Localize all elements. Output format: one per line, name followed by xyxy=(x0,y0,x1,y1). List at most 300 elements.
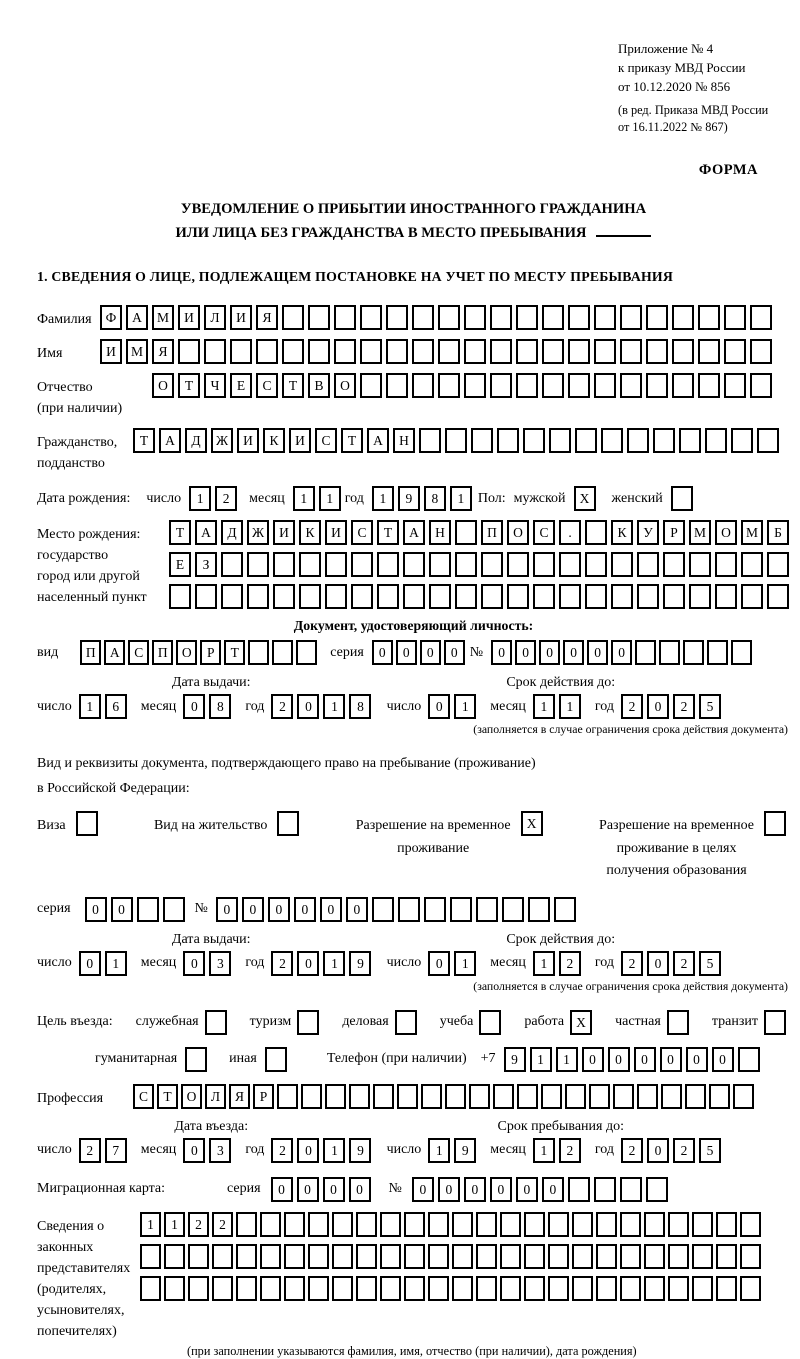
char-cell[interactable] xyxy=(585,584,607,609)
char-cell[interactable]: 2 xyxy=(271,694,293,719)
char-cell[interactable]: 8 xyxy=(209,694,231,719)
char-cell[interactable] xyxy=(689,552,711,577)
char-cell[interactable] xyxy=(380,1276,401,1301)
char-cell[interactable]: К xyxy=(299,520,321,545)
char-cell[interactable] xyxy=(490,305,512,330)
char-cell[interactable]: 0 xyxy=(464,1177,486,1202)
char-cell[interactable] xyxy=(659,640,680,665)
char-cell[interactable] xyxy=(741,552,763,577)
char-cell[interactable] xyxy=(637,1084,658,1109)
visa-checkbox[interactable] xyxy=(76,811,98,836)
char-cell[interactable] xyxy=(464,305,486,330)
char-cell[interactable] xyxy=(230,339,252,364)
sex-male-checkbox[interactable]: X xyxy=(574,486,596,511)
char-cell[interactable]: А xyxy=(403,520,425,545)
char-cell[interactable] xyxy=(452,1276,473,1301)
char-cell[interactable] xyxy=(412,305,434,330)
char-cell[interactable]: Н xyxy=(393,428,415,453)
char-cell[interactable]: Е xyxy=(169,552,191,577)
char-cell[interactable] xyxy=(683,640,704,665)
char-cell[interactable] xyxy=(403,552,425,577)
char-cell[interactable]: 0 xyxy=(320,897,342,922)
char-cell[interactable]: 2 xyxy=(673,951,695,976)
char-cell[interactable]: 0 xyxy=(542,1177,564,1202)
char-cell[interactable] xyxy=(568,373,590,398)
char-cell[interactable]: П xyxy=(80,640,101,665)
char-cell[interactable] xyxy=(568,1177,590,1202)
char-cell[interactable]: 1 xyxy=(454,694,476,719)
char-cell[interactable]: И xyxy=(289,428,311,453)
char-cell[interactable]: 0 xyxy=(660,1047,682,1072)
char-cell[interactable]: 0 xyxy=(242,897,264,922)
char-cell[interactable] xyxy=(247,584,269,609)
char-cell[interactable] xyxy=(419,428,441,453)
char-cell[interactable] xyxy=(741,584,763,609)
char-cell[interactable] xyxy=(572,1212,593,1237)
char-cell[interactable] xyxy=(397,1084,418,1109)
char-cell[interactable]: К xyxy=(263,428,285,453)
char-cell[interactable] xyxy=(507,584,529,609)
char-cell[interactable]: 0 xyxy=(712,1047,734,1072)
char-cell[interactable] xyxy=(164,1276,185,1301)
char-cell[interactable]: И xyxy=(273,520,295,545)
char-cell[interactable]: 0 xyxy=(634,1047,656,1072)
char-cell[interactable] xyxy=(236,1276,257,1301)
char-cell[interactable] xyxy=(332,1244,353,1269)
char-cell[interactable] xyxy=(698,305,720,330)
char-cell[interactable]: 1 xyxy=(140,1212,161,1237)
char-cell[interactable] xyxy=(334,339,356,364)
char-cell[interactable]: 0 xyxy=(297,1138,319,1163)
char-cell[interactable] xyxy=(542,339,564,364)
char-cell[interactable]: 1 xyxy=(164,1212,185,1237)
char-cell[interactable] xyxy=(507,552,529,577)
char-cell[interactable] xyxy=(502,897,524,922)
char-cell[interactable] xyxy=(308,1244,329,1269)
char-cell[interactable] xyxy=(273,552,295,577)
char-cell[interactable]: О xyxy=(715,520,737,545)
char-cell[interactable] xyxy=(541,1084,562,1109)
char-cell[interactable]: В xyxy=(308,373,330,398)
char-cell[interactable] xyxy=(308,305,330,330)
char-cell[interactable] xyxy=(260,1276,281,1301)
char-cell[interactable] xyxy=(438,339,460,364)
char-cell[interactable]: 0 xyxy=(294,897,316,922)
char-cell[interactable] xyxy=(528,897,550,922)
char-cell[interactable] xyxy=(356,1212,377,1237)
char-cell[interactable]: 0 xyxy=(183,951,205,976)
char-cell[interactable] xyxy=(594,373,616,398)
char-cell[interactable]: 2 xyxy=(79,1138,101,1163)
char-cell[interactable]: 1 xyxy=(530,1047,552,1072)
char-cell[interactable] xyxy=(429,552,451,577)
char-cell[interactable]: 9 xyxy=(454,1138,476,1163)
char-cell[interactable] xyxy=(299,584,321,609)
char-cell[interactable] xyxy=(692,1244,713,1269)
purpose-other-checkbox[interactable] xyxy=(265,1047,287,1072)
char-cell[interactable] xyxy=(620,1244,641,1269)
char-cell[interactable] xyxy=(685,1084,706,1109)
char-cell[interactable] xyxy=(689,584,711,609)
char-cell[interactable]: П xyxy=(152,640,173,665)
char-cell[interactable]: 2 xyxy=(559,1138,581,1163)
char-cell[interactable]: 1 xyxy=(323,694,345,719)
char-cell[interactable]: Я xyxy=(256,305,278,330)
char-cell[interactable]: Ф xyxy=(100,305,122,330)
char-cell[interactable] xyxy=(445,1084,466,1109)
char-cell[interactable] xyxy=(533,584,555,609)
char-cell[interactable]: 8 xyxy=(424,486,446,511)
char-cell[interactable] xyxy=(738,1047,760,1072)
char-cell[interactable]: 0 xyxy=(587,640,608,665)
char-cell[interactable]: Т xyxy=(224,640,245,665)
char-cell[interactable] xyxy=(212,1276,233,1301)
char-cell[interactable]: А xyxy=(159,428,181,453)
char-cell[interactable]: А xyxy=(104,640,125,665)
char-cell[interactable] xyxy=(644,1212,665,1237)
char-cell[interactable]: 0 xyxy=(297,694,319,719)
char-cell[interactable]: 0 xyxy=(346,897,368,922)
sex-female-checkbox[interactable] xyxy=(671,486,693,511)
char-cell[interactable] xyxy=(398,897,420,922)
char-cell[interactable]: 8 xyxy=(349,694,371,719)
char-cell[interactable] xyxy=(332,1212,353,1237)
char-cell[interactable] xyxy=(377,552,399,577)
char-cell[interactable] xyxy=(464,339,486,364)
char-cell[interactable] xyxy=(637,584,659,609)
char-cell[interactable] xyxy=(260,1244,281,1269)
char-cell[interactable]: Т xyxy=(157,1084,178,1109)
char-cell[interactable] xyxy=(476,1276,497,1301)
char-cell[interactable]: 2 xyxy=(559,951,581,976)
char-cell[interactable] xyxy=(332,1276,353,1301)
char-cell[interactable] xyxy=(644,1276,665,1301)
char-cell[interactable]: 0 xyxy=(428,694,450,719)
char-cell[interactable] xyxy=(517,1084,538,1109)
char-cell[interactable] xyxy=(412,339,434,364)
char-cell[interactable]: О xyxy=(507,520,529,545)
temp-permit-checkbox[interactable]: X xyxy=(521,811,543,836)
char-cell[interactable] xyxy=(767,584,789,609)
char-cell[interactable]: 0 xyxy=(515,640,536,665)
char-cell[interactable] xyxy=(469,1084,490,1109)
char-cell[interactable]: Н xyxy=(429,520,451,545)
char-cell[interactable] xyxy=(572,1244,593,1269)
char-cell[interactable] xyxy=(705,428,727,453)
char-cell[interactable] xyxy=(568,339,590,364)
char-cell[interactable]: О xyxy=(181,1084,202,1109)
char-cell[interactable]: С xyxy=(351,520,373,545)
char-cell[interactable]: Я xyxy=(152,339,174,364)
char-cell[interactable]: 0 xyxy=(438,1177,460,1202)
char-cell[interactable]: А xyxy=(126,305,148,330)
char-cell[interactable] xyxy=(452,1244,473,1269)
char-cell[interactable]: 1 xyxy=(556,1047,578,1072)
char-cell[interactable]: 0 xyxy=(539,640,560,665)
char-cell[interactable]: Т xyxy=(169,520,191,545)
char-cell[interactable] xyxy=(731,640,752,665)
char-cell[interactable]: М xyxy=(689,520,711,545)
purpose-transit-checkbox[interactable] xyxy=(764,1010,786,1035)
char-cell[interactable]: 2 xyxy=(271,1138,293,1163)
char-cell[interactable]: 0 xyxy=(297,1177,319,1202)
char-cell[interactable] xyxy=(204,339,226,364)
char-cell[interactable]: С xyxy=(133,1084,154,1109)
char-cell[interactable] xyxy=(635,640,656,665)
char-cell[interactable] xyxy=(596,1212,617,1237)
char-cell[interactable] xyxy=(284,1212,305,1237)
char-cell[interactable] xyxy=(334,305,356,330)
char-cell[interactable]: 0 xyxy=(85,897,107,922)
char-cell[interactable] xyxy=(497,428,519,453)
char-cell[interactable] xyxy=(273,584,295,609)
char-cell[interactable]: 0 xyxy=(428,951,450,976)
char-cell[interactable] xyxy=(611,552,633,577)
char-cell[interactable] xyxy=(548,1244,569,1269)
char-cell[interactable] xyxy=(325,584,347,609)
char-cell[interactable]: Л xyxy=(204,305,226,330)
char-cell[interactable] xyxy=(692,1212,713,1237)
char-cell[interactable] xyxy=(750,305,772,330)
char-cell[interactable] xyxy=(668,1244,689,1269)
char-cell[interactable]: 0 xyxy=(268,897,290,922)
char-cell[interactable]: А xyxy=(195,520,217,545)
char-cell[interactable] xyxy=(601,428,623,453)
char-cell[interactable]: 0 xyxy=(396,640,417,665)
char-cell[interactable]: 0 xyxy=(516,1177,538,1202)
char-cell[interactable] xyxy=(523,428,545,453)
char-cell[interactable]: 0 xyxy=(563,640,584,665)
purpose-study-checkbox[interactable] xyxy=(479,1010,501,1035)
char-cell[interactable]: 2 xyxy=(188,1212,209,1237)
char-cell[interactable] xyxy=(412,373,434,398)
char-cell[interactable] xyxy=(554,897,576,922)
char-cell[interactable] xyxy=(668,1212,689,1237)
char-cell[interactable] xyxy=(349,1084,370,1109)
char-cell[interactable]: Д xyxy=(221,520,243,545)
char-cell[interactable]: 0 xyxy=(686,1047,708,1072)
char-cell[interactable] xyxy=(757,428,779,453)
char-cell[interactable] xyxy=(169,584,191,609)
char-cell[interactable]: 1 xyxy=(559,694,581,719)
char-cell[interactable] xyxy=(445,428,467,453)
char-cell[interactable] xyxy=(559,552,581,577)
char-cell[interactable] xyxy=(653,428,675,453)
char-cell[interactable]: 1 xyxy=(454,951,476,976)
char-cell[interactable]: 0 xyxy=(216,897,238,922)
char-cell[interactable]: Т xyxy=(377,520,399,545)
char-cell[interactable] xyxy=(356,1276,377,1301)
char-cell[interactable]: Б xyxy=(767,520,789,545)
purpose-humanitarian-checkbox[interactable] xyxy=(185,1047,207,1072)
char-cell[interactable] xyxy=(236,1212,257,1237)
char-cell[interactable]: Т xyxy=(282,373,304,398)
char-cell[interactable] xyxy=(668,1276,689,1301)
char-cell[interactable]: . xyxy=(559,520,581,545)
char-cell[interactable] xyxy=(500,1212,521,1237)
char-cell[interactable]: О xyxy=(152,373,174,398)
char-cell[interactable] xyxy=(372,897,394,922)
char-cell[interactable] xyxy=(429,584,451,609)
char-cell[interactable] xyxy=(611,584,633,609)
purpose-business-checkbox[interactable] xyxy=(205,1010,227,1035)
char-cell[interactable]: 9 xyxy=(504,1047,526,1072)
char-cell[interactable]: 0 xyxy=(412,1177,434,1202)
char-cell[interactable]: 6 xyxy=(105,694,127,719)
char-cell[interactable] xyxy=(424,897,446,922)
char-cell[interactable] xyxy=(594,305,616,330)
char-cell[interactable]: 2 xyxy=(271,951,293,976)
char-cell[interactable] xyxy=(733,1084,754,1109)
char-cell[interactable] xyxy=(450,897,472,922)
char-cell[interactable] xyxy=(455,584,477,609)
char-cell[interactable]: Ж xyxy=(211,428,233,453)
char-cell[interactable] xyxy=(351,552,373,577)
char-cell[interactable] xyxy=(428,1212,449,1237)
char-cell[interactable] xyxy=(500,1276,521,1301)
char-cell[interactable] xyxy=(137,897,159,922)
char-cell[interactable] xyxy=(386,339,408,364)
char-cell[interactable] xyxy=(308,1212,329,1237)
char-cell[interactable] xyxy=(476,1212,497,1237)
char-cell[interactable] xyxy=(524,1212,545,1237)
char-cell[interactable] xyxy=(301,1084,322,1109)
char-cell[interactable]: Т xyxy=(133,428,155,453)
char-cell[interactable]: 5 xyxy=(699,694,721,719)
char-cell[interactable]: С xyxy=(128,640,149,665)
char-cell[interactable]: 1 xyxy=(293,486,315,511)
char-cell[interactable] xyxy=(698,373,720,398)
char-cell[interactable] xyxy=(709,1084,730,1109)
char-cell[interactable]: 2 xyxy=(621,951,643,976)
char-cell[interactable] xyxy=(646,1177,668,1202)
char-cell[interactable]: О xyxy=(176,640,197,665)
char-cell[interactable] xyxy=(672,339,694,364)
char-cell[interactable] xyxy=(548,1276,569,1301)
char-cell[interactable] xyxy=(299,552,321,577)
char-cell[interactable] xyxy=(740,1212,761,1237)
char-cell[interactable] xyxy=(428,1276,449,1301)
char-cell[interactable]: 0 xyxy=(372,640,393,665)
char-cell[interactable]: 9 xyxy=(398,486,420,511)
char-cell[interactable] xyxy=(481,552,503,577)
char-cell[interactable] xyxy=(481,584,503,609)
char-cell[interactable]: 1 xyxy=(450,486,472,511)
char-cell[interactable]: Е xyxy=(230,373,252,398)
char-cell[interactable] xyxy=(524,1244,545,1269)
char-cell[interactable]: И xyxy=(325,520,347,545)
char-cell[interactable] xyxy=(572,1276,593,1301)
char-cell[interactable]: Ч xyxy=(204,373,226,398)
char-cell[interactable] xyxy=(565,1084,586,1109)
char-cell[interactable]: 0 xyxy=(183,1138,205,1163)
char-cell[interactable]: К xyxy=(611,520,633,545)
char-cell[interactable] xyxy=(559,584,581,609)
char-cell[interactable]: 0 xyxy=(647,1138,669,1163)
char-cell[interactable] xyxy=(724,373,746,398)
char-cell[interactable]: Т xyxy=(341,428,363,453)
char-cell[interactable] xyxy=(493,1084,514,1109)
char-cell[interactable] xyxy=(568,305,590,330)
char-cell[interactable] xyxy=(476,1244,497,1269)
char-cell[interactable]: 1 xyxy=(79,694,101,719)
char-cell[interactable] xyxy=(212,1244,233,1269)
char-cell[interactable]: 1 xyxy=(533,1138,555,1163)
char-cell[interactable]: 5 xyxy=(699,951,721,976)
char-cell[interactable] xyxy=(663,584,685,609)
char-cell[interactable] xyxy=(740,1244,761,1269)
char-cell[interactable]: Ж xyxy=(247,520,269,545)
char-cell[interactable]: М xyxy=(126,339,148,364)
char-cell[interactable] xyxy=(455,520,477,545)
char-cell[interactable] xyxy=(594,1177,616,1202)
char-cell[interactable] xyxy=(516,373,538,398)
char-cell[interactable] xyxy=(421,1084,442,1109)
char-cell[interactable] xyxy=(188,1244,209,1269)
char-cell[interactable] xyxy=(360,339,382,364)
residence-permit-checkbox[interactable] xyxy=(277,811,299,836)
char-cell[interactable] xyxy=(386,305,408,330)
char-cell[interactable] xyxy=(672,373,694,398)
char-cell[interactable] xyxy=(272,640,293,665)
char-cell[interactable] xyxy=(380,1244,401,1269)
edu-permit-checkbox[interactable] xyxy=(764,811,786,836)
char-cell[interactable]: 1 xyxy=(319,486,341,511)
char-cell[interactable]: С xyxy=(256,373,278,398)
char-cell[interactable] xyxy=(490,373,512,398)
char-cell[interactable] xyxy=(308,1276,329,1301)
char-cell[interactable] xyxy=(716,1276,737,1301)
char-cell[interactable] xyxy=(236,1244,257,1269)
char-cell[interactable]: 2 xyxy=(673,1138,695,1163)
char-cell[interactable] xyxy=(256,339,278,364)
char-cell[interactable]: 0 xyxy=(582,1047,604,1072)
char-cell[interactable]: 0 xyxy=(444,640,465,665)
char-cell[interactable] xyxy=(750,373,772,398)
char-cell[interactable] xyxy=(542,305,564,330)
char-cell[interactable] xyxy=(596,1276,617,1301)
char-cell[interactable]: 3 xyxy=(209,951,231,976)
char-cell[interactable] xyxy=(589,1084,610,1109)
char-cell[interactable] xyxy=(248,640,269,665)
char-cell[interactable]: 0 xyxy=(647,951,669,976)
char-cell[interactable] xyxy=(594,339,616,364)
char-cell[interactable]: 1 xyxy=(105,951,127,976)
purpose-private-checkbox[interactable] xyxy=(667,1010,689,1035)
char-cell[interactable] xyxy=(548,1212,569,1237)
char-cell[interactable] xyxy=(620,1276,641,1301)
char-cell[interactable]: 7 xyxy=(105,1138,127,1163)
char-cell[interactable] xyxy=(380,1212,401,1237)
char-cell[interactable]: 0 xyxy=(608,1047,630,1072)
char-cell[interactable] xyxy=(692,1276,713,1301)
char-cell[interactable] xyxy=(715,584,737,609)
char-cell[interactable] xyxy=(575,428,597,453)
char-cell[interactable] xyxy=(549,428,571,453)
char-cell[interactable]: 0 xyxy=(79,951,101,976)
purpose-commercial-checkbox[interactable] xyxy=(395,1010,417,1035)
char-cell[interactable]: 2 xyxy=(673,694,695,719)
char-cell[interactable]: 0 xyxy=(490,1177,512,1202)
char-cell[interactable] xyxy=(724,339,746,364)
char-cell[interactable] xyxy=(716,1244,737,1269)
char-cell[interactable] xyxy=(247,552,269,577)
char-cell[interactable]: А xyxy=(367,428,389,453)
char-cell[interactable] xyxy=(516,305,538,330)
char-cell[interactable] xyxy=(637,552,659,577)
char-cell[interactable] xyxy=(284,1244,305,1269)
char-cell[interactable]: 2 xyxy=(621,1138,643,1163)
